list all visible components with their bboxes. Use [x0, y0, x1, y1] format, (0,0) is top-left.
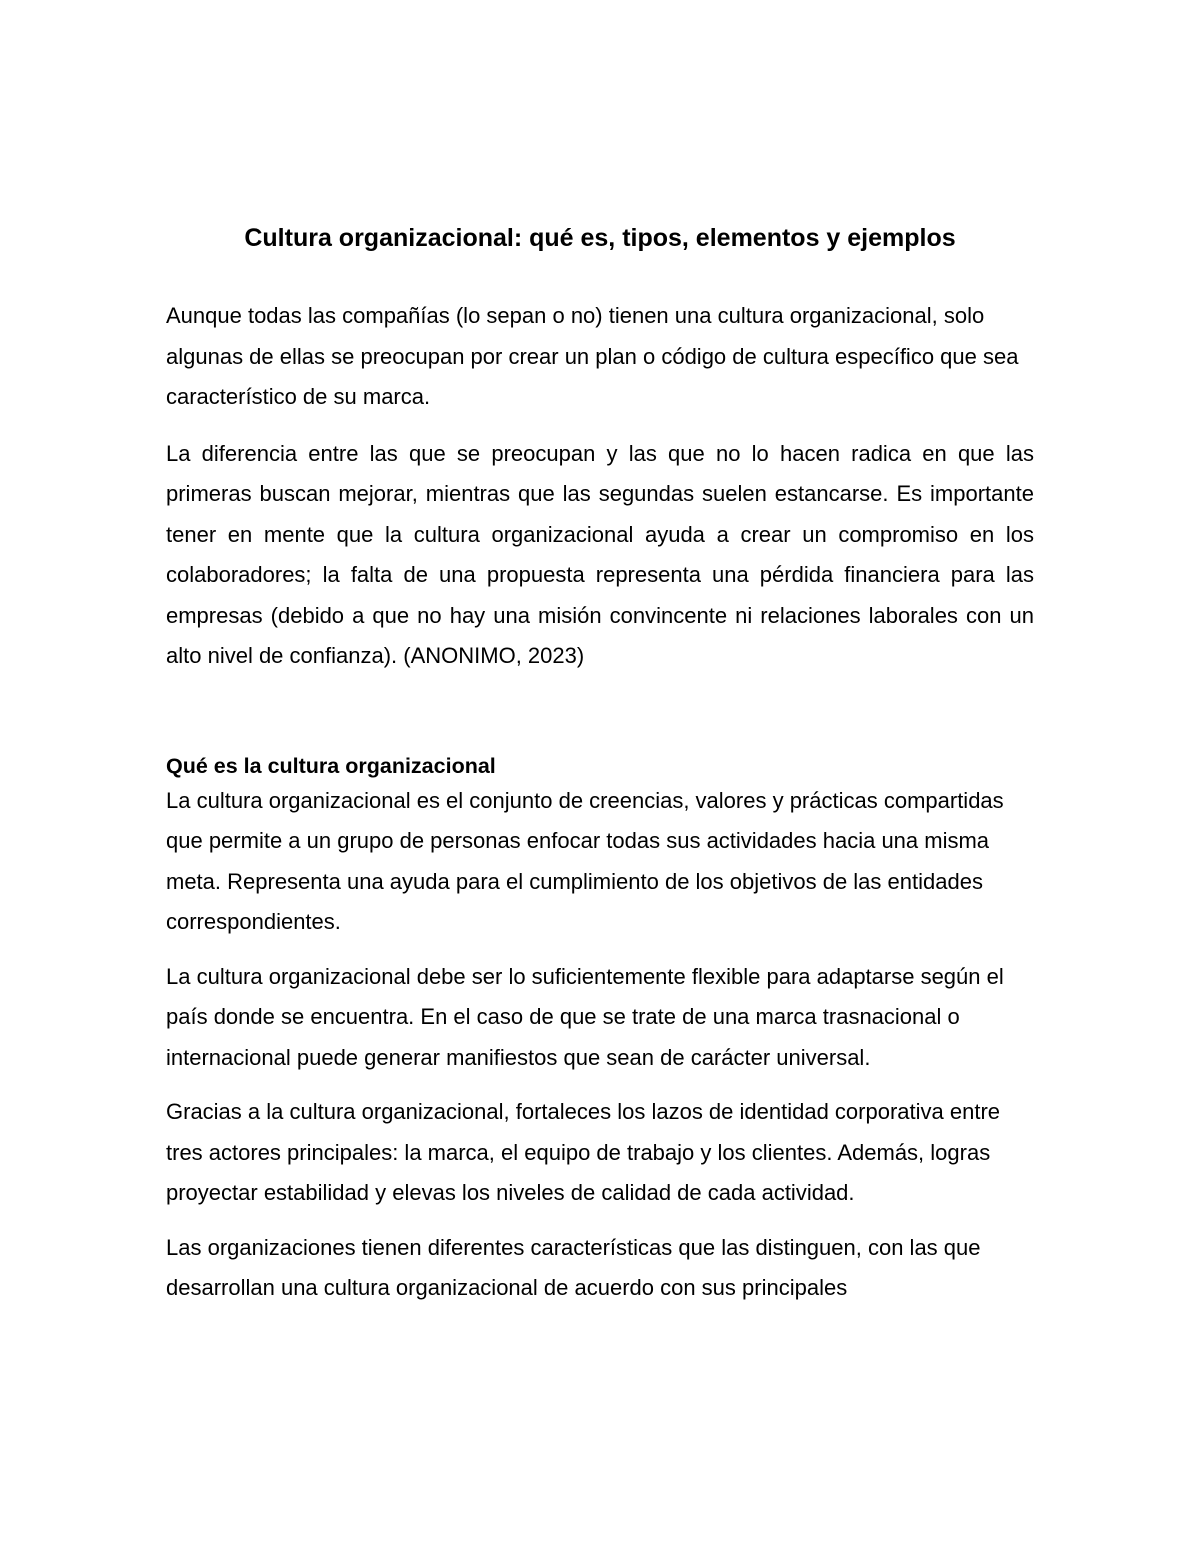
section-paragraph-1: La cultura organizacional es el conjunto de creencias, valores y prácticas compartidas que permite a un grupo de personas enfocar todas sus actividades hacia una misma meta. Representa una ayuda para el cumplimiento de los objetivos de las entidades correspondientes. — [166, 787, 1004, 934]
section-spacer — [166, 693, 1034, 751]
section-paragraph-2: La cultura organizacional debe ser lo suficientemente flexible para adaptarse según el país donde se encuentra. En el caso de que se trate de una marca trasnacional o internacional puede generar manifiestos que sean de carácter universal. — [166, 963, 1004, 1070]
section-body — [166, 781, 1034, 1309]
intro-paragraph-2: La diferencia entre las que se preocupan y las que no lo hacen radica en que las primeras buscan mejorar, mientras que las segundas suelen estancarse. Es importante tener en mente que la cultura organizacional ayuda a crear un compromiso en los colaboradores; la falta de una propuesta representa una pérdida financiera para las empresas (debido a que no hay una misión convincente ni relaciones laborales con un alto nivel de confianza). (ANONIMO, 2023) — [166, 440, 1034, 668]
intro-paragraph-1: Aunque todas las compañías (lo sepan o no) tienen una cultura organizacional, solo algunas de ellas se preocupan por crear un plan o código de cultura específico que sea característico de su marca. — [166, 303, 1019, 409]
document-title: Cultura organizacional: qué es, tipos, elementos y ejemplos — [244, 224, 956, 252]
section-heading: Qué es la cultura organizacional — [166, 753, 496, 778]
section-paragraph-4: Las organizaciones tienen diferentes características que las distinguen, con las que desarrollan una cultura organizacional de acuerdo con sus principales — [166, 1234, 981, 1300]
document-content — [166, 296, 1034, 1323]
section-paragraph-3: Gracias a la cultura organizacional, fortaleces los lazos de identidad corporativa entre tres actores principales: la marca, el equipo de trabajo y los clientes. Además, logras proyectar estabilidad y elevas los niveles de calidad de cada actividad. — [166, 1099, 1001, 1205]
